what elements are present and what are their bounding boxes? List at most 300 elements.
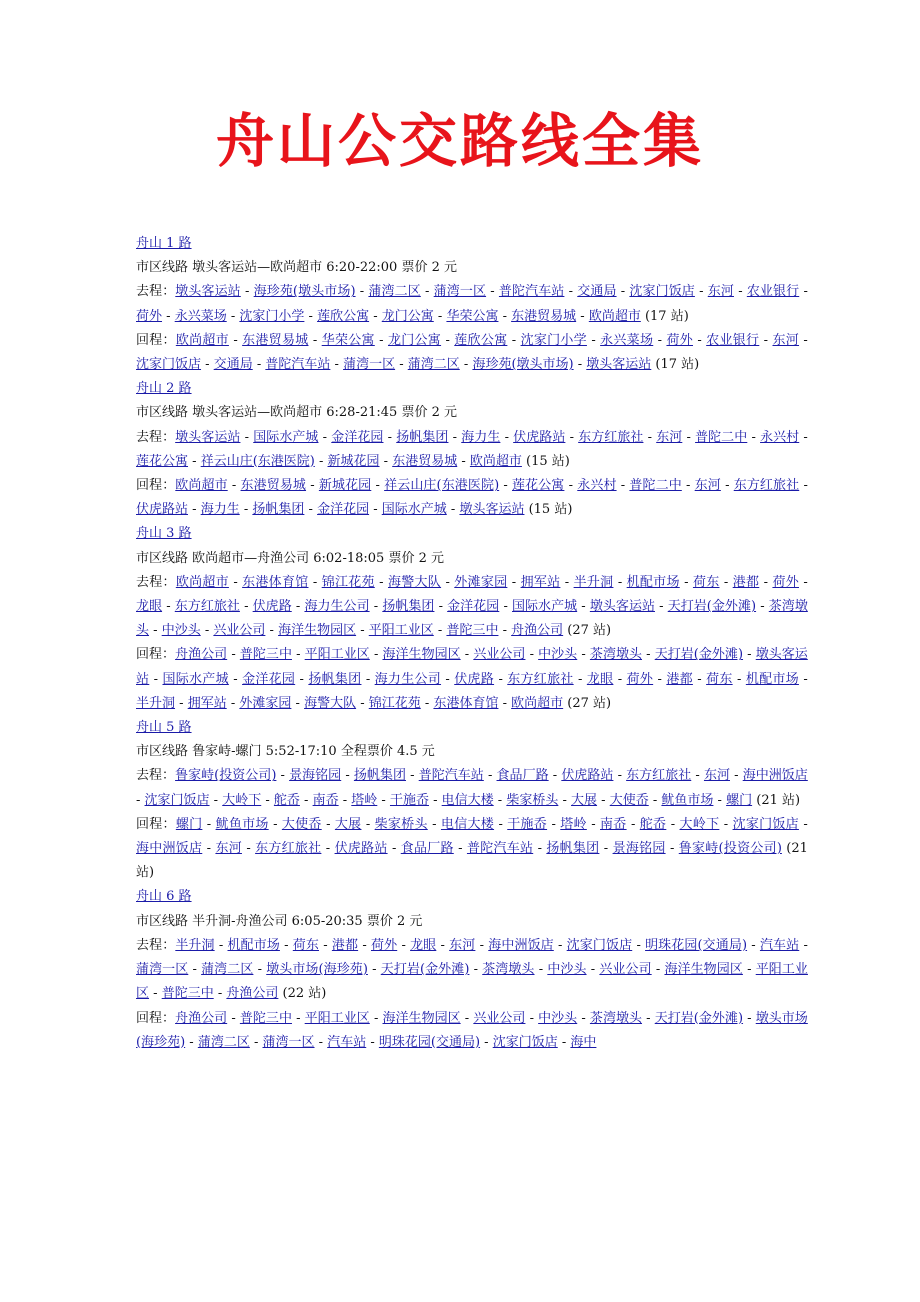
stop-link[interactable]: 舵岙	[639, 816, 667, 832]
stop-link[interactable]: 东方红旅社	[507, 671, 574, 687]
stop-link[interactable]: 欧尚超市	[469, 453, 522, 469]
stop-separator: -	[441, 332, 455, 348]
stop-link[interactable]: 墩头客运站	[459, 502, 525, 518]
stop-separator: -	[291, 647, 305, 663]
stop-link[interactable]: 东河	[694, 478, 721, 494]
stop-separator: -	[162, 599, 175, 615]
stop-link[interactable]: 汽车站	[327, 1034, 367, 1050]
stop-separator: -	[321, 841, 335, 857]
stop-separator: -	[366, 1034, 379, 1050]
stop-link[interactable]: 东方红旅社	[733, 478, 800, 494]
stop-link[interactable]: 汽车站	[759, 937, 800, 953]
stop-separator: -	[558, 792, 572, 808]
stop-link[interactable]: 柴家桥头	[506, 792, 559, 808]
stop-link[interactable]: 海珍苑(墩头市场)	[253, 284, 356, 300]
return-label: 回程：	[136, 816, 176, 832]
return-label: 回程：	[136, 647, 176, 663]
stop-link[interactable]: 蒲湾一区	[433, 284, 487, 300]
stop-separator: -	[732, 671, 746, 687]
stop-link[interactable]: 普陀三中	[239, 647, 292, 663]
stop-separator: -	[308, 332, 322, 348]
stop-link[interactable]: 扬帆集团	[353, 768, 406, 784]
stop-link[interactable]: 明珠花园(交通局)	[378, 1034, 481, 1050]
stop-separator: -	[136, 792, 145, 808]
stop-link[interactable]: 海中洲饭店	[136, 841, 203, 857]
stop-link[interactable]: 舟渔公司	[226, 986, 279, 1002]
stop-link[interactable]: 海洋生物园区	[278, 623, 357, 639]
stop-link[interactable]: 沈家门饭店	[144, 792, 210, 808]
stop-link[interactable]: 蒲湾一区	[343, 357, 396, 373]
stop-separator: -	[214, 937, 228, 953]
stop-separator: -	[252, 357, 266, 373]
stop-link[interactable]: 海中洲饭店	[488, 937, 554, 953]
stop-link[interactable]: 天打岩(金外滩)	[654, 647, 744, 663]
stop-link[interactable]: 沈家门小学	[520, 332, 587, 348]
stop-link[interactable]: 东港体育馆	[433, 695, 499, 711]
stop-link[interactable]: 金洋花园	[331, 429, 384, 445]
stop-link[interactable]: 拥军站	[520, 574, 561, 590]
stop-link[interactable]: 兴业公司	[213, 623, 266, 639]
stop-count: (22 站)	[282, 986, 327, 1002]
stop-link[interactable]: 东河	[772, 332, 800, 348]
stop-link[interactable]: 海洋生物园区	[382, 1010, 461, 1026]
route-title-link[interactable]: 舟山 6 路	[136, 889, 192, 905]
stop-link[interactable]: 东港贸易城	[392, 453, 458, 469]
stop-count: (21 站)	[756, 792, 801, 808]
stop-link[interactable]: 扬帆集团	[546, 841, 600, 857]
stop-link[interactable]: 永兴村	[577, 478, 617, 494]
stop-link[interactable]: 龙眼	[410, 937, 437, 953]
return-stops	[136, 474, 808, 522]
stop-link[interactable]: 伏虎路	[252, 599, 292, 615]
stop-link[interactable]: 蒲湾二区	[201, 962, 254, 978]
stop-link[interactable]: 中沙头	[161, 623, 201, 639]
stop-link[interactable]: 港都	[732, 574, 760, 590]
stop-link[interactable]: 农业银行	[746, 284, 800, 300]
route-title-link[interactable]: 舟山 3 路	[136, 526, 192, 542]
stop-separator: -	[441, 671, 455, 687]
stop-separator: -	[369, 308, 382, 324]
stop-link[interactable]: 鲁家峙(投资公司)	[175, 768, 277, 784]
stop-link[interactable]: 机配市场	[745, 671, 799, 687]
stop-separator: -	[383, 429, 397, 445]
stop-link[interactable]: 平阳工业区	[304, 647, 370, 663]
stop-separator: -	[308, 574, 322, 590]
stop-link[interactable]: 墩头市场(海珍苑)	[136, 1010, 808, 1050]
stop-link[interactable]: 海珍苑(墩头市场)	[472, 357, 574, 373]
stop-link[interactable]: 茶湾墩头	[136, 599, 808, 639]
outbound-stops	[136, 764, 808, 812]
stop-link[interactable]: 中沙头	[538, 1010, 578, 1026]
stop-link[interactable]: 荷外	[666, 332, 693, 348]
return-label: 回程：	[136, 1010, 176, 1026]
stop-link[interactable]: 墩头客运站	[136, 647, 808, 687]
stop-separator: -	[653, 332, 667, 348]
stop-link[interactable]: 鲁家峙(投资公司)	[678, 841, 782, 857]
stop-separator: -	[798, 816, 808, 832]
stop-link[interactable]: 普陀二中	[695, 429, 748, 445]
stop-separator: -	[597, 792, 610, 808]
stop-link[interactable]: 扬帆集团	[252, 502, 305, 518]
stop-link[interactable]: 兴业公司	[473, 647, 526, 663]
stop-link[interactable]: 扬帆集团	[382, 599, 435, 615]
stop-separator: -	[460, 647, 474, 663]
stop-link[interactable]: 兴业公司	[473, 1010, 526, 1026]
stop-link[interactable]: 普陀汽车站	[466, 841, 534, 857]
stop-separator: -	[240, 284, 254, 300]
stop-link[interactable]: 欧尚超市	[175, 332, 229, 348]
stop-count: (15 站)	[528, 502, 573, 518]
outbound-label: 去程：	[136, 574, 176, 590]
stop-separator: -	[369, 502, 382, 518]
stop-separator: -	[377, 792, 390, 808]
stop-separator: -	[387, 841, 401, 857]
stop-link[interactable]: 南岙	[312, 792, 339, 808]
stop-separator: -	[228, 332, 243, 348]
stop-link[interactable]: 欧尚超市	[175, 478, 228, 494]
stop-separator: -	[369, 1010, 383, 1026]
stop-link[interactable]: 海警大队	[304, 695, 357, 711]
stop-separator: -	[494, 816, 508, 832]
stop-separator: -	[226, 695, 240, 711]
stop-link[interactable]: 大岭下	[222, 792, 262, 808]
stop-separator: -	[643, 429, 657, 445]
stop-link[interactable]: 港都	[666, 671, 693, 687]
stop-link[interactable]: 海力生公司	[374, 671, 442, 687]
stop-link[interactable]: 扬帆集团	[308, 671, 362, 687]
stop-separator: -	[483, 768, 497, 784]
stop-link[interactable]: 沈家门饭店	[492, 1034, 558, 1050]
stop-link[interactable]: 鱿鱼市场	[661, 792, 714, 808]
stop-link[interactable]: 华荣公寓	[446, 308, 499, 324]
stop-link[interactable]: 扬帆集团	[396, 429, 449, 445]
stop-link[interactable]: 普陀二中	[629, 478, 682, 494]
stop-link[interactable]: 拥军站	[187, 695, 227, 711]
stop-separator: -	[486, 284, 499, 300]
stop-link[interactable]: 莲欣公寓	[317, 308, 370, 324]
stop-link[interactable]: 荷东	[292, 937, 320, 953]
stop-separator: -	[304, 308, 318, 324]
stop-link[interactable]: 祥云山庄(东港医院)	[384, 478, 500, 494]
stop-separator: -	[434, 599, 448, 615]
stop-link[interactable]: 明珠花园(交通局)	[645, 937, 748, 953]
stop-link[interactable]: 舟渔公司	[175, 647, 228, 663]
stop-link[interactable]: 荷东	[692, 574, 720, 590]
stop-link[interactable]: 平阳工业区	[136, 962, 808, 1002]
stop-count: (27 站)	[567, 695, 612, 711]
stop-link[interactable]: 中沙头	[538, 647, 578, 663]
stop-link[interactable]: 塔岭	[351, 792, 378, 808]
stop-link[interactable]: 食品厂路	[496, 768, 549, 784]
stop-link[interactable]: 莲花公寓	[136, 453, 189, 469]
stop-link[interactable]: 茶湾墩头	[589, 1010, 643, 1026]
stop-link[interactable]: 海洋生物园区	[382, 647, 461, 663]
stop-link[interactable]: 平阳工业区	[304, 1010, 370, 1026]
stop-link[interactable]: 伏虎路站	[334, 841, 388, 857]
stop-link[interactable]: 锦江花苑	[368, 695, 421, 711]
stop-separator: -	[747, 429, 761, 445]
stop-link[interactable]: 东河	[449, 937, 476, 953]
stop-link[interactable]: 永兴菜场	[174, 308, 227, 324]
stop-link[interactable]: 莲花公寓	[512, 478, 565, 494]
stop-link[interactable]: 鱿鱼市场	[215, 816, 269, 832]
stop-link[interactable]: 天打岩(金外滩)	[654, 1010, 744, 1026]
stop-link[interactable]: 欧尚超市	[588, 308, 641, 324]
stop-link[interactable]: 南岙	[600, 816, 627, 832]
stop-link[interactable]: 墩头客运站	[175, 284, 241, 300]
stop-link[interactable]: 祥云山庄(东港医院)	[200, 453, 315, 469]
stop-link[interactable]: 蒲湾一区	[136, 962, 189, 978]
stop-separator: -	[457, 453, 470, 469]
stop-link[interactable]: 新城花园	[318, 478, 372, 494]
stop-link[interactable]: 新城花园	[327, 453, 380, 469]
stop-separator: -	[548, 768, 562, 784]
stop-link[interactable]: 伏虎路	[454, 671, 495, 687]
stop-link[interactable]: 农业银行	[706, 332, 760, 348]
stop-link[interactable]: 华荣公寓	[321, 332, 375, 348]
stop-separator: -	[369, 647, 383, 663]
stop-link[interactable]: 食品厂路	[400, 841, 454, 857]
stop-link[interactable]: 荷外	[136, 308, 163, 324]
stop-link[interactable]: 半升洞	[573, 574, 614, 590]
stop-link[interactable]: 沈家门饭店	[136, 357, 202, 373]
stop-link[interactable]: 龙眼	[136, 599, 163, 615]
stop-link[interactable]: 普陀三中	[161, 986, 214, 1002]
stop-link[interactable]: 伏虎路站	[561, 768, 614, 784]
stop-separator: -	[379, 453, 393, 469]
stop-link[interactable]: 舵岙	[273, 792, 300, 808]
stop-separator: -	[616, 478, 630, 494]
stop-link[interactable]: 东港贸易城	[511, 308, 577, 324]
stop-separator: -	[361, 816, 375, 832]
stop-separator: -	[507, 332, 521, 348]
stop-link[interactable]: 普陀三中	[239, 1010, 292, 1026]
stop-link[interactable]: 伏虎路站	[136, 502, 189, 518]
stop-link[interactable]: 欧尚超市	[175, 574, 229, 590]
stop-link[interactable]: 舟渔公司	[175, 1010, 228, 1026]
stop-link[interactable]: 海力生	[200, 502, 240, 518]
stop-link[interactable]: 东方红旅社	[174, 599, 240, 615]
stop-separator: -	[586, 816, 601, 832]
stop-link[interactable]: 平阳工业区	[368, 623, 434, 639]
stop-link[interactable]: 干施岙	[389, 792, 429, 808]
stop-link[interactable]: 国际水产城	[162, 671, 229, 687]
stop-link[interactable]: 蒲湾二区	[407, 357, 460, 373]
stop-separator: -	[626, 816, 640, 832]
stop-separator: -	[573, 357, 587, 373]
stop-separator: -	[577, 599, 590, 615]
stop-separator: -	[420, 284, 434, 300]
stop-separator: -	[564, 284, 578, 300]
stop-link[interactable]: 螺门	[726, 792, 753, 808]
stop-link[interactable]: 荷外	[370, 937, 398, 953]
stop-separator: -	[730, 768, 743, 784]
stop-count: (17 站)	[644, 308, 689, 324]
stop-link[interactable]: 墩头客运站	[586, 357, 652, 373]
stop-link[interactable]: 东港贸易城	[242, 332, 309, 348]
stop-link[interactable]: 中沙头	[547, 962, 587, 978]
stop-link[interactable]: 沈家门饭店	[629, 284, 695, 300]
return-stops	[136, 1007, 808, 1055]
stop-link[interactable]: 普陀汽车站	[265, 357, 331, 373]
stop-separator: -	[374, 574, 388, 590]
stop-link[interactable]: 海中	[570, 1034, 597, 1050]
stop-separator: -	[560, 574, 574, 590]
stop-link[interactable]: 国际水产城	[512, 599, 578, 615]
stop-link[interactable]: 大使岙	[609, 792, 649, 808]
stop-link[interactable]: 海力生	[461, 429, 501, 445]
stop-link[interactable]: 景海铭园	[612, 841, 666, 857]
stop-separator: -	[227, 1010, 240, 1026]
stop-separator: -	[314, 453, 328, 469]
stop-separator: -	[433, 308, 447, 324]
stop-link[interactable]: 干施岙	[507, 816, 548, 832]
stop-link[interactable]: 蒲湾一区	[262, 1034, 315, 1050]
route-title-link[interactable]: 舟山 1 路	[136, 236, 192, 251]
stop-link[interactable]: 螺门	[175, 816, 203, 832]
stop-link[interactable]: 景海铭园	[289, 768, 342, 784]
stop-link[interactable]: 龙门公寓	[387, 332, 442, 348]
stop-link[interactable]: 伏虎路站	[513, 429, 566, 445]
stop-link[interactable]: 东河	[703, 768, 730, 784]
stop-separator: -	[648, 792, 662, 808]
stop-link[interactable]: 大展	[571, 792, 598, 808]
stop-link[interactable]: 大使岙	[281, 816, 322, 832]
stop-link[interactable]: 柴家桥头	[374, 816, 428, 832]
stop-link[interactable]: 金洋花园	[317, 502, 370, 518]
stop-separator: -	[682, 429, 696, 445]
stop-link[interactable]: 外滩家园	[454, 574, 508, 590]
stop-separator: -	[799, 429, 808, 445]
return-label: 回程：	[136, 478, 176, 494]
stop-link[interactable]: 兴业公司	[599, 962, 652, 978]
stop-link[interactable]: 大岭下	[679, 816, 720, 832]
stop-link[interactable]: 半升洞	[136, 695, 176, 711]
stop-link[interactable]: 锦江花苑	[321, 574, 375, 590]
stop-link[interactable]: 东方红旅社	[255, 841, 322, 857]
stop-link[interactable]: 蒲湾二区	[368, 284, 421, 300]
stop-separator: -	[295, 671, 309, 687]
stop-link[interactable]: 荷外	[772, 574, 799, 590]
stop-link[interactable]: 外滩家园	[239, 695, 292, 711]
stop-link[interactable]: 墩头市场(海珍苑)	[266, 962, 368, 978]
stop-link[interactable]: 沈家门小学	[239, 308, 305, 324]
stop-link[interactable]: 国际水产城	[381, 502, 447, 518]
stop-link[interactable]: 东港体育馆	[242, 574, 309, 590]
stop-link[interactable]: 国际水产城	[253, 429, 319, 445]
stop-link[interactable]: 普陀汽车站	[418, 768, 484, 784]
stop-link[interactable]: 大展	[334, 816, 362, 832]
stop-separator: -	[291, 695, 305, 711]
stop-separator: -	[201, 357, 214, 373]
stop-separator: -	[306, 478, 319, 494]
stop-separator: -	[642, 1010, 655, 1026]
stop-link[interactable]: 墩头客运站	[589, 599, 655, 615]
stop-separator: -	[338, 792, 352, 808]
stop-link[interactable]: 蒲湾二区	[197, 1034, 250, 1050]
stop-separator: -	[557, 1034, 571, 1050]
stop-separator: -	[525, 647, 539, 663]
stop-link[interactable]: 沈家门饭店	[566, 937, 633, 953]
stop-link[interactable]: 电信大楼	[441, 792, 494, 808]
stop-separator: -	[798, 574, 808, 590]
route-info: 市区线路 墩头客运站—欧尚超市 6:20-22:00 票价 2 元	[136, 260, 457, 276]
stop-link[interactable]: 机配市场	[227, 937, 280, 953]
stop-link[interactable]: 东河	[656, 429, 683, 445]
stop-link[interactable]: 沈家门饭店	[732, 816, 799, 832]
stop-separator: -	[525, 1010, 539, 1026]
stop-link[interactable]: 普陀三中	[446, 623, 499, 639]
stop-link[interactable]: 永兴菜场	[600, 332, 654, 348]
stop-link[interactable]: 半升洞	[175, 937, 215, 953]
stop-link[interactable]: 塔岭	[560, 816, 587, 832]
stop-link[interactable]: 荷外	[626, 671, 654, 687]
stop-link[interactable]: 荷东	[706, 671, 733, 687]
stop-separator: -	[453, 841, 467, 857]
stop-link[interactable]: 交通局	[213, 357, 253, 373]
stop-link[interactable]: 龙门公寓	[381, 308, 434, 324]
stop-separator: -	[586, 332, 601, 348]
stop-link[interactable]: 东方红旅社	[578, 429, 644, 445]
stop-link[interactable]: 茶湾墩头	[589, 647, 643, 663]
route-title-link[interactable]: 舟山 2 路	[136, 381, 192, 397]
stop-link[interactable]: 东河	[707, 284, 734, 300]
stop-link[interactable]: 交通局	[577, 284, 617, 300]
stop-separator: -	[469, 962, 483, 978]
stop-link[interactable]: 莲欣公寓	[454, 332, 508, 348]
stop-link[interactable]: 电信大楼	[440, 816, 495, 832]
stop-separator: -	[694, 284, 708, 300]
outbound-stops	[136, 934, 808, 1007]
stop-separator: -	[149, 986, 162, 1002]
stop-separator: -	[149, 671, 163, 687]
stop-link[interactable]: 普陀汽车站	[498, 284, 565, 300]
stop-link[interactable]: 海洋生物园区	[664, 962, 743, 978]
stop-link[interactable]: 东河	[215, 841, 242, 857]
stop-separator: -	[268, 816, 282, 832]
stop-separator: -	[433, 623, 447, 639]
stop-link[interactable]: 海力生公司	[304, 599, 370, 615]
stop-link[interactable]: 茶湾墩头	[482, 962, 535, 978]
stop-separator: -	[319, 937, 332, 953]
route-title-link[interactable]: 舟山 5 路	[136, 720, 192, 736]
stop-link[interactable]: 天打岩(金外滩)	[380, 962, 470, 978]
stop-separator: -	[213, 986, 227, 1002]
stop-link[interactable]: 金洋花园	[447, 599, 500, 615]
stop-link[interactable]: 东方红旅社	[626, 768, 692, 784]
stop-separator: -	[441, 574, 455, 590]
stop-link[interactable]: 东港贸易城	[240, 478, 307, 494]
stop-link[interactable]: 欧尚超市	[511, 695, 564, 711]
stop-link[interactable]: 海中洲饭店	[742, 768, 808, 784]
stop-separator: -	[358, 937, 371, 953]
stop-link[interactable]: 港都	[331, 937, 359, 953]
stop-count: (21 站)	[136, 841, 808, 881]
stop-link[interactable]: 永兴村	[760, 429, 800, 445]
stop-link[interactable]: 舟渔公司	[511, 623, 564, 639]
outbound-label: 去程：	[136, 429, 176, 445]
stop-separator: -	[460, 1010, 474, 1026]
stop-link[interactable]: 墩头客运站	[175, 429, 241, 445]
stop-separator: -	[720, 478, 734, 494]
stop-link[interactable]: 龙眼	[586, 671, 614, 687]
stop-separator: -	[188, 453, 201, 469]
route-info: 市区线路 欧尚超市—舟渔公司 6:02-18:05 票价 2 元	[136, 550, 444, 566]
stop-link[interactable]: 机配市场	[626, 574, 680, 590]
stop-link[interactable]: 天打岩(金外滩)	[667, 599, 757, 615]
stop-link[interactable]: 金洋花园	[242, 671, 296, 687]
stop-link[interactable]: 海警大队	[387, 574, 442, 590]
